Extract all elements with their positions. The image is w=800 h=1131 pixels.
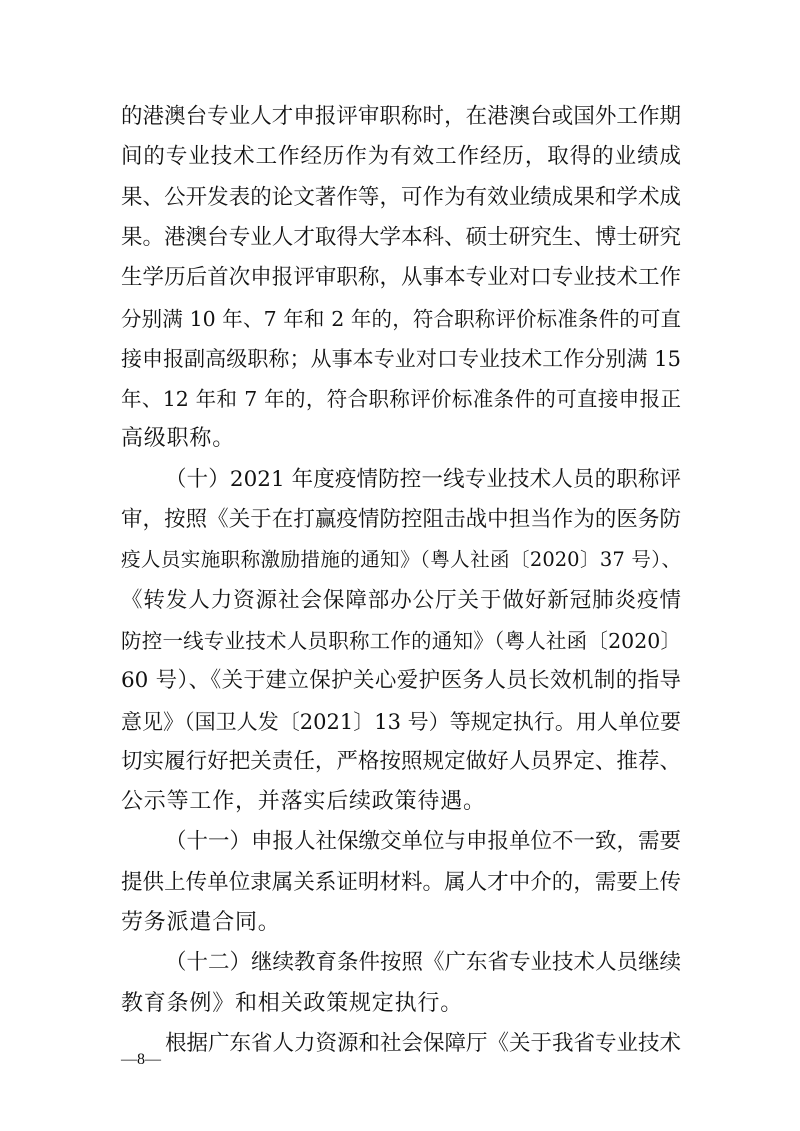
body-line-8: 年、12 年和 7 年的，符合职称评价标准条件的可直接申报正 (121, 387, 681, 411)
body-line-15: 60 号）、《关于建立保护关心爱护医务人员长效机制的指导 (121, 668, 681, 693)
body-line-4: 果。港澳台专业人才取得大学本科、硕士研究生、博士研究 (121, 225, 681, 250)
body-line-21: 劳务派遣合同。 (121, 910, 281, 935)
body-line-13: 《转发人力资源社会保障部办公厅关于做好新冠肺炎疫情 (121, 588, 681, 613)
body-line-2: 间的专业技术工作经历作为有效工作经历，取得的业绩成 (121, 144, 681, 169)
body-line-3: 果、公开发表的论文著作等，可作为有效业绩成果和学术成 (121, 185, 681, 210)
body-line-11: 审，按照《关于在打赢疫情防控阻击战中担当作为的医务防 (121, 507, 681, 532)
body-line-9: 高级职称。 (121, 426, 236, 451)
paragraph-11-heading-line: （十一）申报人社保缴交单位与申报单位不一致，需要 (165, 829, 682, 854)
body-line-12: 疫人员实施职称激励措施的通知》（粤人社函〔2020〕37 号）、 (121, 548, 681, 571)
body-line-20: 提供上传单位隶属关系证明材料。属人才中介的，需要上传 (121, 870, 681, 895)
paragraph-10-heading-line: （十）2021 年度疫情防控一线专业技术人员的职称评 (165, 467, 681, 492)
body-line-18: 公示等工作，并落实后续政策待遇。 (121, 789, 486, 814)
body-line-1: 的港澳台专业人才申报评审职称时，在港澳台或国外工作期 (121, 104, 681, 129)
body-line-16: 意见》（国卫人发〔2021〕13 号）等规定执行。用人单位要 (121, 710, 681, 734)
body-line-14: 防控一线专业技术人员职称工作的通知》（粤人社函〔2020〕 (121, 629, 681, 653)
body-line-23: 教育条例》和相关政策规定执行。 (121, 991, 464, 1016)
body-line-24: 根据广东省人力资源和社会保障厅《关于我省专业技术 (165, 1031, 682, 1056)
body-line-6: 分别满 10 年、7 年和 2 年的，符合职称评价标准条件的可直 (121, 307, 681, 331)
page-number: —8— (121, 1051, 161, 1068)
body-line-5: 生学历后首次申报评审职称，从事本专业对口专业技术工作 (121, 265, 681, 290)
paragraph-12-heading-line: （十二）继续教育条件按照《广东省专业技术人员继续 (165, 950, 682, 975)
body-line-7: 接申报副高级职称；从事本专业对口专业技术工作分别满 15 (121, 347, 681, 371)
body-line-17: 切实履行好把关责任，严格按照规定做好人员界定、推荐、 (121, 749, 681, 774)
